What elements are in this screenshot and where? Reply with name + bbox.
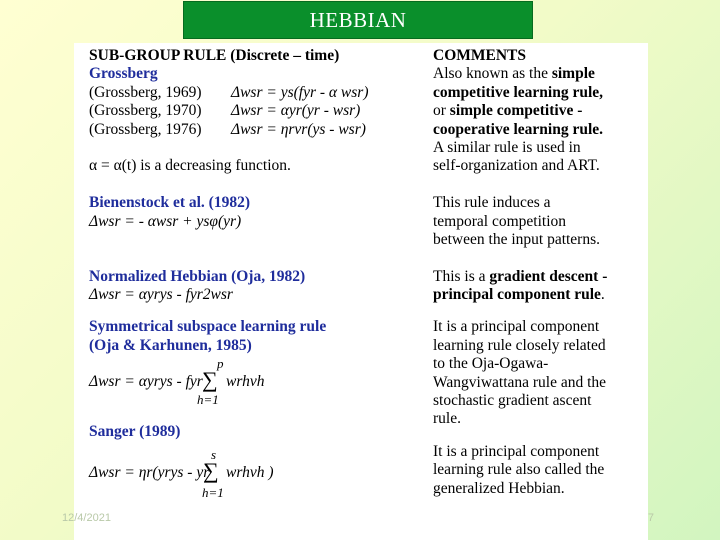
bienenstock-comment-1: This rule induces a xyxy=(433,194,551,212)
bienenstock-name: Bienenstock et al. (1982) xyxy=(89,194,251,212)
cite: (Grossberg, 1976) xyxy=(89,120,202,138)
bold-text: gradient descent - xyxy=(489,267,608,285)
oja-comment-2 xyxy=(433,286,645,304)
sum-upper: p xyxy=(217,356,224,372)
subspace-comment-4: Wangviwattana rule and the xyxy=(433,373,607,391)
grossberg-name: Grossberg xyxy=(89,65,158,83)
sanger-comment-1: It is a principal component xyxy=(433,442,600,460)
subspace-eq-left: Δwsr = αyrys - fyr xyxy=(89,373,203,391)
sum-term: wrhvh xyxy=(226,373,265,391)
left-column xyxy=(89,47,419,502)
subspace-comment-5: stochastic gradient ascent xyxy=(433,392,592,410)
subspace-comment-2: learning rule closely related xyxy=(433,336,606,354)
grossberg-row-2 xyxy=(89,102,419,120)
equation: Δwsr = ηrvr(ys - wsr) xyxy=(231,120,366,138)
footer-date: 12/4/2021 xyxy=(62,512,111,524)
bienenstock-comment-3: between the input patterns. xyxy=(433,230,601,248)
text: . xyxy=(600,286,605,304)
grossberg-row-3 xyxy=(89,121,419,139)
subspace-comment-6: rule. xyxy=(433,410,461,428)
rules-table xyxy=(74,43,648,540)
bold-text: principal component rule xyxy=(433,286,601,304)
oja-comment-1 xyxy=(433,268,645,286)
cite: (Grossberg, 1970) xyxy=(89,102,202,120)
grossberg-note: α = α(t) is a decreasing function. xyxy=(89,157,291,175)
grossberg-comment-1 xyxy=(433,65,645,83)
left-header: SUB-GROUP RULE (Discrete – time) xyxy=(89,47,340,64)
sanger-name: Sanger (1989) xyxy=(89,423,181,441)
sum-term: wrhvh ) xyxy=(226,463,274,481)
grossberg-comment-5: A similar rule is used in xyxy=(433,138,581,156)
grossberg-comment-6: self-organization and ART. xyxy=(433,157,600,175)
oja-equation: Δwsr = αyrys - fyr2wsr xyxy=(89,286,233,304)
sanger-comment-3: generalized Hebbian. xyxy=(433,479,565,497)
sanger-eq-left: Δwsr = ηr(yrys - yr xyxy=(89,463,210,481)
grossberg-row-1 xyxy=(89,84,419,102)
sanger-equation xyxy=(89,442,419,502)
subspace-name-2: (Oja & Karhunen, 1985) xyxy=(89,336,252,354)
right-column xyxy=(433,47,645,498)
grossberg-comment-4: cooperative learning rule. xyxy=(433,120,604,138)
sum-upper: s xyxy=(211,446,217,462)
summation-icon: ∑ xyxy=(202,367,218,393)
subspace-comment-3: to the Oja-Ogawa- xyxy=(433,355,549,373)
equation: Δwsr = αyr(yr - wsr) xyxy=(231,102,361,120)
grossberg-comment-3 xyxy=(433,102,645,120)
bienenstock-equation: Δwsr = - αwsr + ysφ(yr) xyxy=(89,212,242,230)
text: Also known as the xyxy=(433,65,552,83)
cite: (Grossberg, 1969) xyxy=(89,83,202,101)
subspace-comment-1: It is a principal component xyxy=(433,318,600,336)
sanger-comment-2: learning rule also called the xyxy=(433,461,605,479)
slide-title: HEBBIAN xyxy=(309,7,407,32)
text: This is a xyxy=(433,267,490,285)
footer-page-number: 7 xyxy=(647,512,654,524)
bold-text: simple xyxy=(551,65,595,83)
bienenstock-comment-2: temporal competition xyxy=(433,212,567,230)
equation: Δwsr = ys(fyr - α wsr) xyxy=(231,83,369,101)
subspace-equation xyxy=(89,355,419,409)
right-header: COMMENTS xyxy=(433,47,526,64)
bold-text: simple competitive - xyxy=(449,102,583,120)
oja-name: Normalized Hebbian (Oja, 1982) xyxy=(89,267,306,285)
sum-lower: h=1 xyxy=(202,484,224,500)
grossberg-comment-2: competitive learning rule, xyxy=(433,83,604,101)
text: or xyxy=(433,102,450,120)
slide-title-bar xyxy=(183,1,533,39)
sum-lower: h=1 xyxy=(197,392,219,408)
subspace-name-1: Symmetrical subspace learning rule xyxy=(89,318,327,336)
summation-icon: ∑ xyxy=(203,457,219,483)
